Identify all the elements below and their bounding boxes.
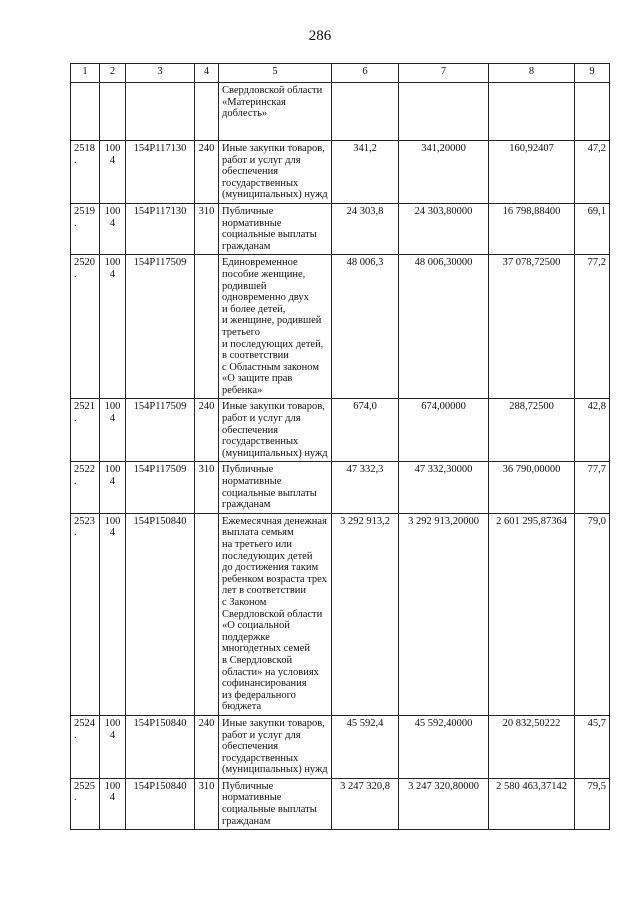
target-code: 154P150840 — [126, 715, 195, 778]
target-code: 154P150840 — [126, 513, 195, 715]
value-col8: 20 832,50222 — [489, 715, 575, 778]
column-header: 4 — [195, 64, 219, 83]
table-row — [71, 462, 610, 513]
value-col7: 48 006,30000 — [399, 255, 489, 399]
value-col6: 3 247 320,8 — [332, 778, 399, 829]
column-header: 6 — [332, 64, 399, 83]
value-col8: 36 790,00000 — [489, 462, 575, 513]
value-col8 — [489, 83, 575, 141]
value-col7: 47 332,30000 — [399, 462, 489, 513]
value-col9: 79,5 — [575, 778, 610, 829]
value-col8: 160,92407 — [489, 141, 575, 204]
value-col8: 2 580 463,37142 — [489, 778, 575, 829]
column-header: 8 — [489, 64, 575, 83]
value-col7: 674,00000 — [399, 399, 489, 462]
expense-type-code: 240 — [195, 141, 219, 204]
item-name: Публичные нормативные социальные выплаты гражданам — [219, 462, 332, 513]
item-name: Иные закупки товаров, работ и услуг для обеспечения государственных (муниципальных) нужд — [219, 141, 332, 204]
table-row — [71, 255, 610, 399]
expense-type-code — [195, 83, 219, 141]
section-code: 1004 — [100, 462, 126, 513]
value-col9: 79,0 — [575, 513, 610, 715]
column-header: 3 — [126, 64, 195, 83]
item-name: Ежемесячная денежная выплата семьям на третьего или последующих детей до достижения таким ребенком возраста трех лет в соответствии с Законом Свердловской области «О социальной поддержке многодетных семей в Свердловской области» на условиях софинансирования из федерального бюджета — [219, 513, 332, 715]
column-header: 1 — [71, 64, 100, 83]
section-code: 1004 — [100, 399, 126, 462]
section-code: 1004 — [100, 203, 126, 254]
column-header: 9 — [575, 64, 610, 83]
expense-type-code: 240 — [195, 715, 219, 778]
row-number: 2522. — [71, 462, 100, 513]
value-col8: 288,72500 — [489, 399, 575, 462]
value-col6: 674,0 — [332, 399, 399, 462]
value-col6: 47 332,3 — [332, 462, 399, 513]
table-row — [71, 83, 610, 141]
target-code: 154P150840 — [126, 778, 195, 829]
column-header: 5 — [219, 64, 332, 83]
table-row — [71, 141, 610, 204]
column-header: 7 — [399, 64, 489, 83]
section-code: 1004 — [100, 715, 126, 778]
expense-type-code: 310 — [195, 462, 219, 513]
value-col6: 45 592,4 — [332, 715, 399, 778]
section-code: 1004 — [100, 778, 126, 829]
value-col9: 45,7 — [575, 715, 610, 778]
target-code: 154P117509 — [126, 255, 195, 399]
section-code: 1004 — [100, 141, 126, 204]
value-col9: 77,2 — [575, 255, 610, 399]
row-number: 2523. — [71, 513, 100, 715]
value-col9 — [575, 83, 610, 141]
value-col7: 24 303,80000 — [399, 203, 489, 254]
row-number: 2520. — [71, 255, 100, 399]
row-number: 2525. — [71, 778, 100, 829]
value-col8: 2 601 295,87364 — [489, 513, 575, 715]
expense-type-code: 310 — [195, 203, 219, 254]
value-col6: 3 292 913,2 — [332, 513, 399, 715]
section-code: 1004 — [100, 255, 126, 399]
row-number: 2524. — [71, 715, 100, 778]
value-col7 — [399, 83, 489, 141]
value-col7: 3 292 913,20000 — [399, 513, 489, 715]
value-col9: 47,2 — [575, 141, 610, 204]
value-col6 — [332, 83, 399, 141]
expense-type-code: 240 — [195, 399, 219, 462]
item-name: Иные закупки товаров, работ и услуг для обеспечения государственных (муниципальных) нужд — [219, 715, 332, 778]
value-col6: 48 006,3 — [332, 255, 399, 399]
row-number — [71, 83, 100, 141]
target-code — [126, 83, 195, 141]
item-name: Свердловской области «Материнская доблесть» — [219, 83, 332, 141]
value-col9: 42,8 — [575, 399, 610, 462]
row-number: 2519. — [71, 203, 100, 254]
expense-type-code — [195, 255, 219, 399]
section-code — [100, 83, 126, 141]
column-header: 2 — [100, 64, 126, 83]
table-row — [71, 513, 610, 715]
page-number: 286 — [308, 28, 332, 44]
value-col8: 37 078,72500 — [489, 255, 575, 399]
value-col9: 69,1 — [575, 203, 610, 254]
item-name: Единовременное пособие женщине, родившей одновременно двух и более детей, и женщине, родившей третьего и последующих детей, в соответствии с Областным законом «О защите прав ребенка» — [219, 255, 332, 399]
value-col7: 341,20000 — [399, 141, 489, 204]
value-col8: 16 798,88400 — [489, 203, 575, 254]
table-row — [71, 778, 610, 829]
expense-type-code — [195, 513, 219, 715]
value-col6: 24 303,8 — [332, 203, 399, 254]
budget-table — [70, 63, 610, 830]
value-col6: 341,2 — [332, 141, 399, 204]
target-code: 154P117130 — [126, 141, 195, 204]
row-number: 2521. — [71, 399, 100, 462]
table-row — [71, 203, 610, 254]
table-row — [71, 399, 610, 462]
item-name: Иные закупки товаров, работ и услуг для обеспечения государственных (муниципальных) нужд — [219, 399, 332, 462]
item-name: Публичные нормативные социальные выплаты гражданам — [219, 203, 332, 254]
target-code: 154P117509 — [126, 399, 195, 462]
value-col9: 77,7 — [575, 462, 610, 513]
value-col7: 3 247 320,80000 — [399, 778, 489, 829]
item-name: Публичные нормативные социальные выплаты гражданам — [219, 778, 332, 829]
section-code: 1004 — [100, 513, 126, 715]
value-col7: 45 592,40000 — [399, 715, 489, 778]
target-code: 154P117130 — [126, 203, 195, 254]
table-header-row — [71, 64, 610, 83]
table-row — [71, 715, 610, 778]
expense-type-code: 310 — [195, 778, 219, 829]
target-code: 154P117509 — [126, 462, 195, 513]
row-number: 2518. — [71, 141, 100, 204]
